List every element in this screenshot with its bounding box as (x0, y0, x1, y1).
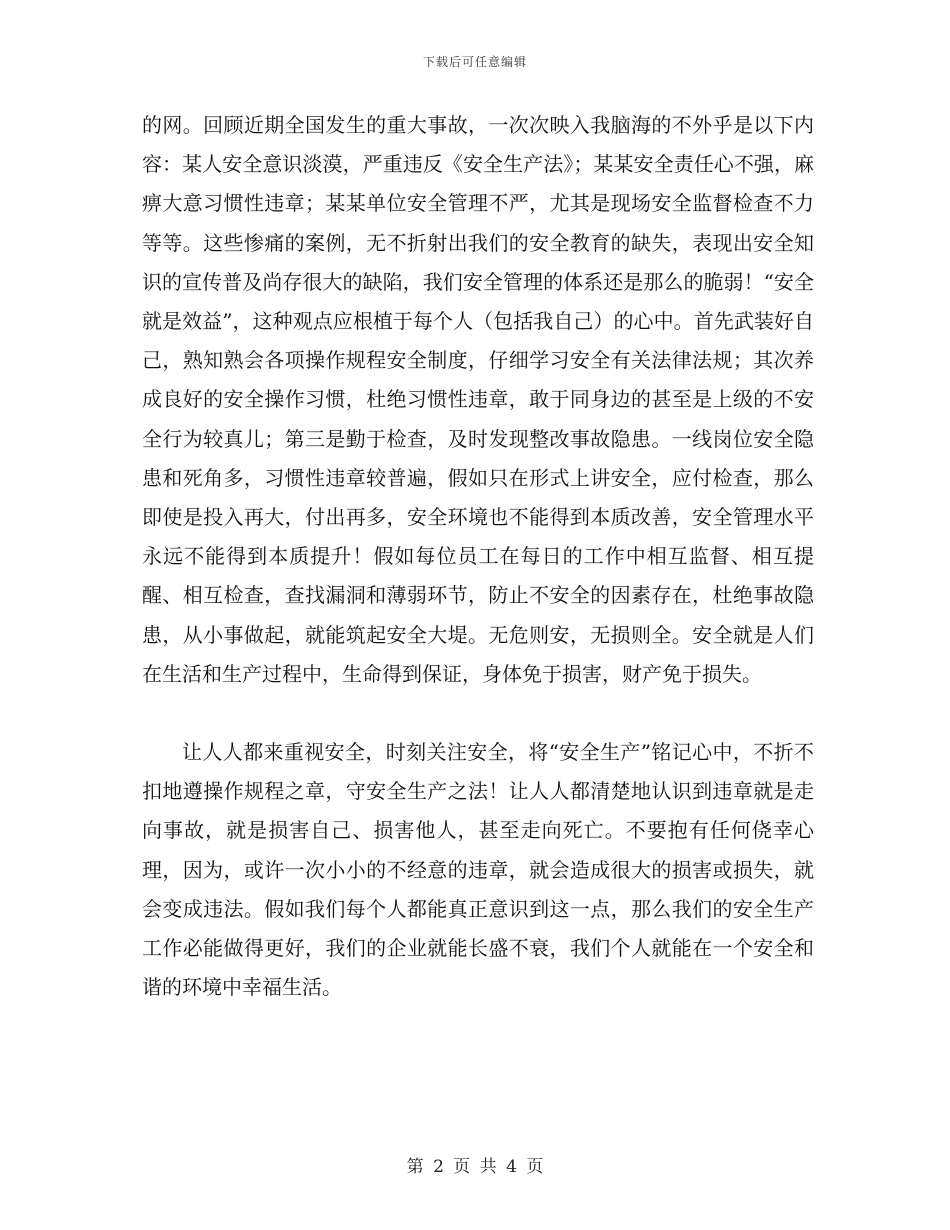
paragraph-2: 让人人都来重视安全，时刻关注安全，将“安全生产”铭记心中，不折不扣地遵操作规程之章，守安全生产之法！让人人都清楚地认识到违章就是走向事故，就是损害自己、损害他人，甚至走向死亡。不要抱有任何侥幸心理，因为，或许一次小小的不经意的违章，就会造成很大的损害或损失，就会变成违法。假如我们每个人都能真正意识到这一点，那么我们的安全生产工作必能做得更好，我们的企业就能长盛不衰，我们个人就能在一个安全和谐的环境中幸福生活。 (142, 740, 814, 1000)
paragraph-1: 的网。回顾近期全国发生的重大事故，一次次映入我脑海的不外乎是以下内容：某人安全意识淡漠，严重违反《安全生产法》；某某安全责任心不强，麻痹大意习惯性违章；某某单位安全管理不严，尤其是现场安全监督检查不力等等。这些惨痛的案例，无不折射出我们的安全教育的缺失，表现出安全知识的宣传普及尚存很大的缺陷，我们安全管理的体系还是那么的脆弱！“安全就是效益”，这种观点应根植于每个人（包括我自己）的心中。首先武装好自己，熟知熟会各项操作规程安全制度，仔细学习安全有关法律法规；其次养成良好的安全操作习惯，杜绝习惯性违章，敢于同身边的甚至是上级的不安全行为较真儿；第三是勤于检查，及时发现整改事故隐患。一线岗位安全隐患和死角多，习惯性违章较普遍，假如只在形式上讲安全，应付检查，那么即使是投入再大，付出再多，安全环境也不能得到本质改善，安全管理水平永远不能得到本质提升！假如每位员工在每日的工作中相互监督、相互提醒、相互检查，查找漏洞和薄弱环节，防止不安全的因素存在，杜绝事故隐患，从小事做起，就能筑起安全大堤。无危则安，无损则全。安全就是人们在生活和生产过程中，生命得到保证，身体免于损害，财产免于损失。 (142, 113, 814, 686)
document-body (142, 106, 814, 1007)
page-number-footer: 第 2 页 共 4 页 (406, 1157, 544, 1177)
page-header: 下载后可任意编辑 (422, 55, 527, 69)
